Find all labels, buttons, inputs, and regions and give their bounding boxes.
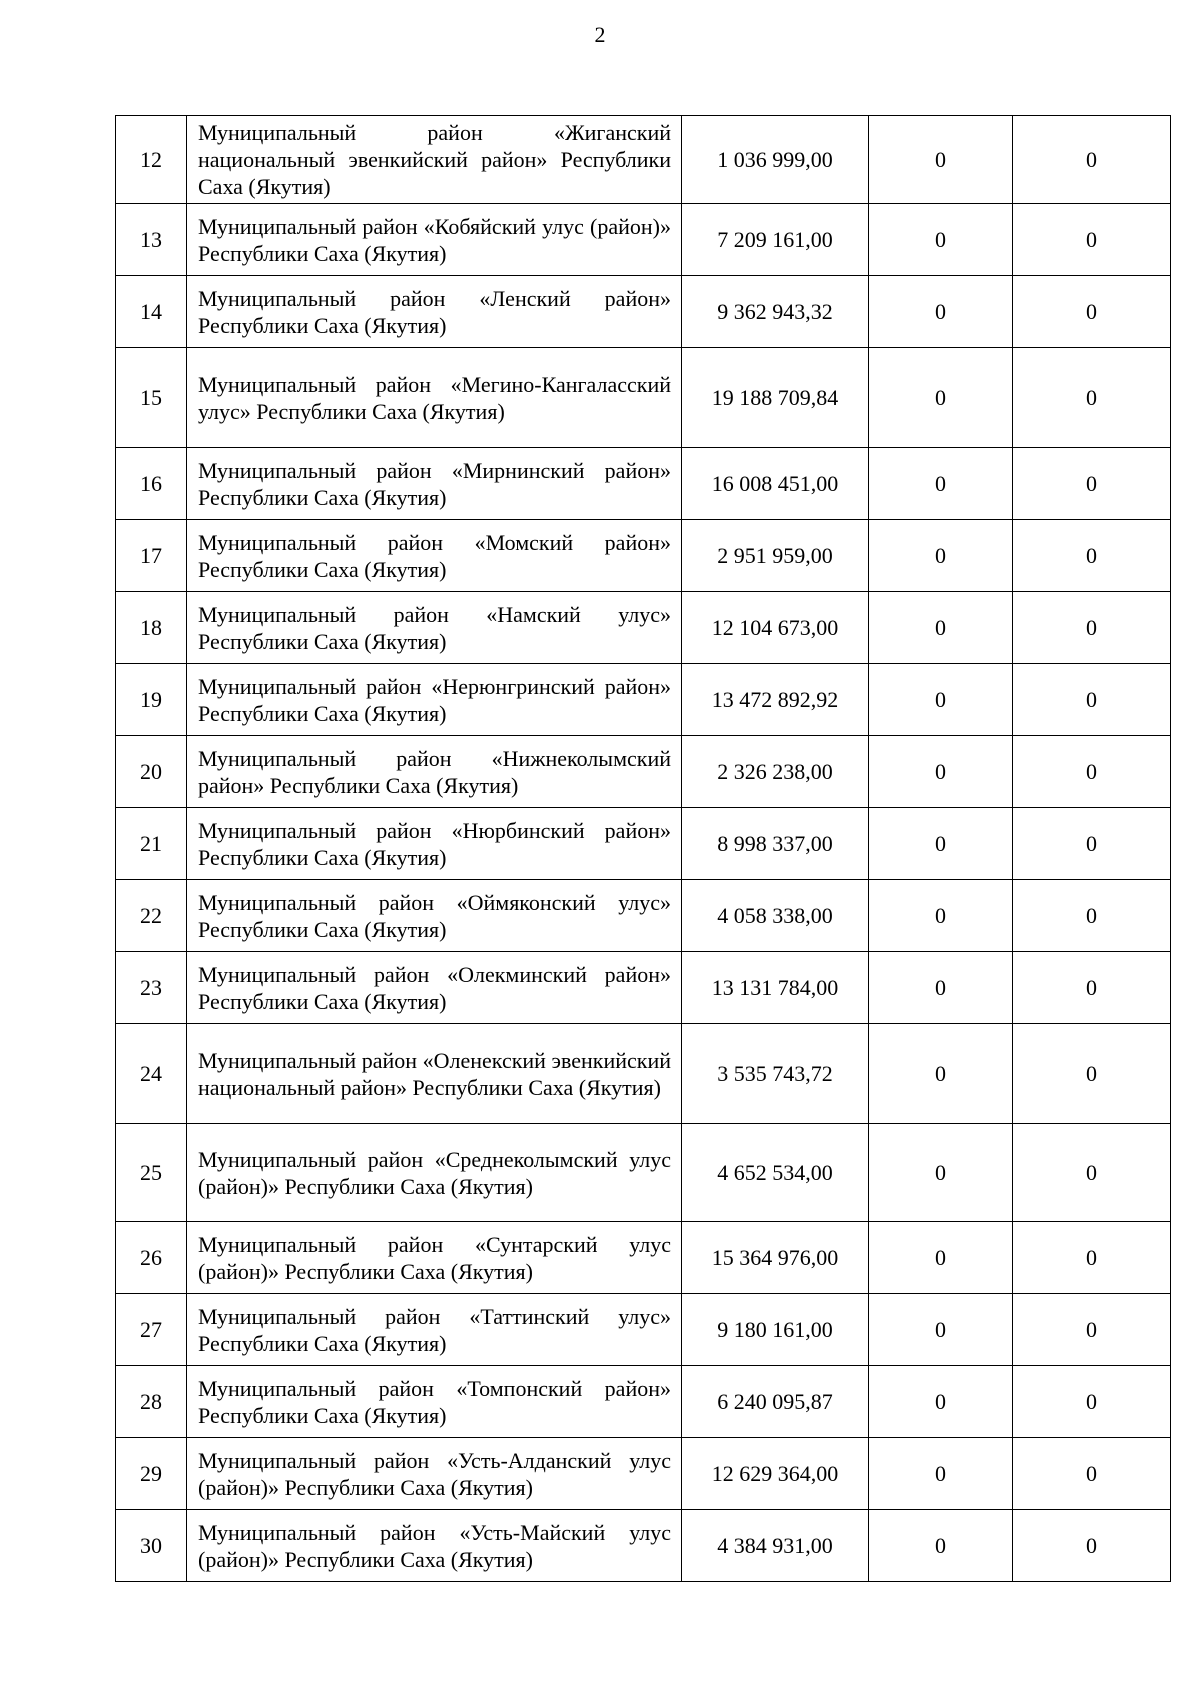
amount-value: 7 209 161,00 <box>682 204 869 276</box>
table-row <box>116 1222 1171 1294</box>
row-number: 23 <box>116 952 187 1024</box>
amount-value: 12 104 673,00 <box>682 592 869 664</box>
amount-value: 2 951 959,00 <box>682 520 869 592</box>
municipality-name: Муниципальный район «Сунтарский улус (район)» Республики Саха (Якутия) <box>187 1222 682 1294</box>
value-column-5: 0 <box>1013 520 1171 592</box>
amount-value: 12 629 364,00 <box>682 1438 869 1510</box>
municipality-name: Муниципальный район «Среднеколымский улус (район)» Республики Саха (Якутия) <box>187 1124 682 1222</box>
row-number: 27 <box>116 1294 187 1366</box>
value-column-5: 0 <box>1013 1124 1171 1222</box>
amount-value: 16 008 451,00 <box>682 448 869 520</box>
municipality-name: Муниципальный район «Мегино-Кангаласский улус» Республики Саха (Якутия) <box>187 348 682 448</box>
value-column-5: 0 <box>1013 276 1171 348</box>
value-column-4: 0 <box>869 664 1013 736</box>
value-column-4: 0 <box>869 348 1013 448</box>
municipality-name: Муниципальный район «Ленский район» Республики Саха (Якутия) <box>187 276 682 348</box>
value-column-4: 0 <box>869 1024 1013 1124</box>
value-column-5: 0 <box>1013 448 1171 520</box>
table-body <box>116 116 1171 1582</box>
amount-value: 6 240 095,87 <box>682 1366 869 1438</box>
municipality-name: Муниципальный район «Намский улус» Республики Саха (Якутия) <box>187 592 682 664</box>
row-number: 20 <box>116 736 187 808</box>
value-column-5: 0 <box>1013 204 1171 276</box>
value-column-5: 0 <box>1013 1510 1171 1582</box>
row-number: 29 <box>116 1438 187 1510</box>
table-row <box>116 1294 1171 1366</box>
table-row <box>116 664 1171 736</box>
municipality-name: Муниципальный район «Оленекский эвенкийский национальный район» Республики Саха (Якутия) <box>187 1024 682 1124</box>
value-column-5: 0 <box>1013 664 1171 736</box>
row-number: 19 <box>116 664 187 736</box>
value-column-5: 0 <box>1013 808 1171 880</box>
amount-value: 19 188 709,84 <box>682 348 869 448</box>
table-row <box>116 116 1171 204</box>
value-column-5: 0 <box>1013 116 1171 204</box>
municipality-name: Муниципальный район «Таттинский улус» Республики Саха (Якутия) <box>187 1294 682 1366</box>
row-number: 21 <box>116 808 187 880</box>
value-column-4: 0 <box>869 116 1013 204</box>
value-column-5: 0 <box>1013 1294 1171 1366</box>
table-row <box>116 204 1171 276</box>
value-column-5: 0 <box>1013 1222 1171 1294</box>
row-number: 17 <box>116 520 187 592</box>
value-column-5: 0 <box>1013 952 1171 1024</box>
municipality-name: Муниципальный район «Нюрбинский район» Республики Саха (Якутия) <box>187 808 682 880</box>
table-row <box>116 1024 1171 1124</box>
value-column-4: 0 <box>869 1294 1013 1366</box>
table-row <box>116 348 1171 448</box>
value-column-4: 0 <box>869 880 1013 952</box>
row-number: 30 <box>116 1510 187 1582</box>
municipality-name: Муниципальный район «Кобяйский улус (район)» Республики Саха (Якутия) <box>187 204 682 276</box>
municipality-name: Муниципальный район «Оймяконский улус» Республики Саха (Якутия) <box>187 880 682 952</box>
row-number: 22 <box>116 880 187 952</box>
amount-value: 4 384 931,00 <box>682 1510 869 1582</box>
value-column-4: 0 <box>869 808 1013 880</box>
row-number: 28 <box>116 1366 187 1438</box>
value-column-5: 0 <box>1013 348 1171 448</box>
table-row <box>116 736 1171 808</box>
table-row <box>116 808 1171 880</box>
amount-value: 1 036 999,00 <box>682 116 869 204</box>
municipality-name: Муниципальный район «Усть-Майский улус (район)» Республики Саха (Якутия) <box>187 1510 682 1582</box>
amount-value: 9 180 161,00 <box>682 1294 869 1366</box>
value-column-4: 0 <box>869 1222 1013 1294</box>
row-number: 16 <box>116 448 187 520</box>
value-column-5: 0 <box>1013 1024 1171 1124</box>
municipality-name: Муниципальный район «Олекминский район» Республики Саха (Якутия) <box>187 952 682 1024</box>
table-row <box>116 1124 1171 1222</box>
municipality-name: Муниципальный район «Нерюнгринский район» Республики Саха (Якутия) <box>187 664 682 736</box>
table-row <box>116 952 1171 1024</box>
value-column-5: 0 <box>1013 1438 1171 1510</box>
page-number: 2 <box>594 22 606 47</box>
table-row <box>116 1438 1171 1510</box>
amount-value: 4 058 338,00 <box>682 880 869 952</box>
amount-value: 2 326 238,00 <box>682 736 869 808</box>
table-row <box>116 592 1171 664</box>
municipality-name: Муниципальный район «Жиганский национальный эвенкийский район» Республики Саха (Якутия) <box>187 116 682 204</box>
value-column-5: 0 <box>1013 1366 1171 1438</box>
amount-value: 3 535 743,72 <box>682 1024 869 1124</box>
amount-value: 13 472 892,92 <box>682 664 869 736</box>
row-number: 26 <box>116 1222 187 1294</box>
amount-value: 8 998 337,00 <box>682 808 869 880</box>
row-number: 25 <box>116 1124 187 1222</box>
value-column-4: 0 <box>869 592 1013 664</box>
value-column-4: 0 <box>869 520 1013 592</box>
amount-value: 9 362 943,32 <box>682 276 869 348</box>
value-column-4: 0 <box>869 1124 1013 1222</box>
municipality-name: Муниципальный район «Момский район» Республики Саха (Якутия) <box>187 520 682 592</box>
value-column-4: 0 <box>869 1366 1013 1438</box>
table-row <box>116 880 1171 952</box>
row-number: 24 <box>116 1024 187 1124</box>
value-column-4: 0 <box>869 1438 1013 1510</box>
value-column-5: 0 <box>1013 736 1171 808</box>
value-column-4: 0 <box>869 736 1013 808</box>
row-number: 13 <box>116 204 187 276</box>
municipality-name: Муниципальный район «Томпонский район» Республики Саха (Якутия) <box>187 1366 682 1438</box>
table-row <box>116 520 1171 592</box>
row-number: 14 <box>116 276 187 348</box>
value-column-4: 0 <box>869 448 1013 520</box>
amount-value: 13 131 784,00 <box>682 952 869 1024</box>
table-row <box>116 1510 1171 1582</box>
value-column-4: 0 <box>869 1510 1013 1582</box>
municipality-name: Муниципальный район «Мирнинский район» Республики Саха (Якутия) <box>187 448 682 520</box>
row-number: 12 <box>116 116 187 204</box>
value-column-5: 0 <box>1013 592 1171 664</box>
amount-value: 15 364 976,00 <box>682 1222 869 1294</box>
row-number: 18 <box>116 592 187 664</box>
value-column-4: 0 <box>869 952 1013 1024</box>
municipality-name: Муниципальный район «Нижнеколымский район» Республики Саха (Якутия) <box>187 736 682 808</box>
table-row <box>116 276 1171 348</box>
table-row <box>116 1366 1171 1438</box>
amount-value: 4 652 534,00 <box>682 1124 869 1222</box>
municipality-name: Муниципальный район «Усть-Алданский улус (район)» Республики Саха (Якутия) <box>187 1438 682 1510</box>
value-column-4: 0 <box>869 276 1013 348</box>
table-row <box>116 448 1171 520</box>
value-column-5: 0 <box>1013 880 1171 952</box>
allocation-table <box>115 115 1171 1582</box>
row-number: 15 <box>116 348 187 448</box>
value-column-4: 0 <box>869 204 1013 276</box>
